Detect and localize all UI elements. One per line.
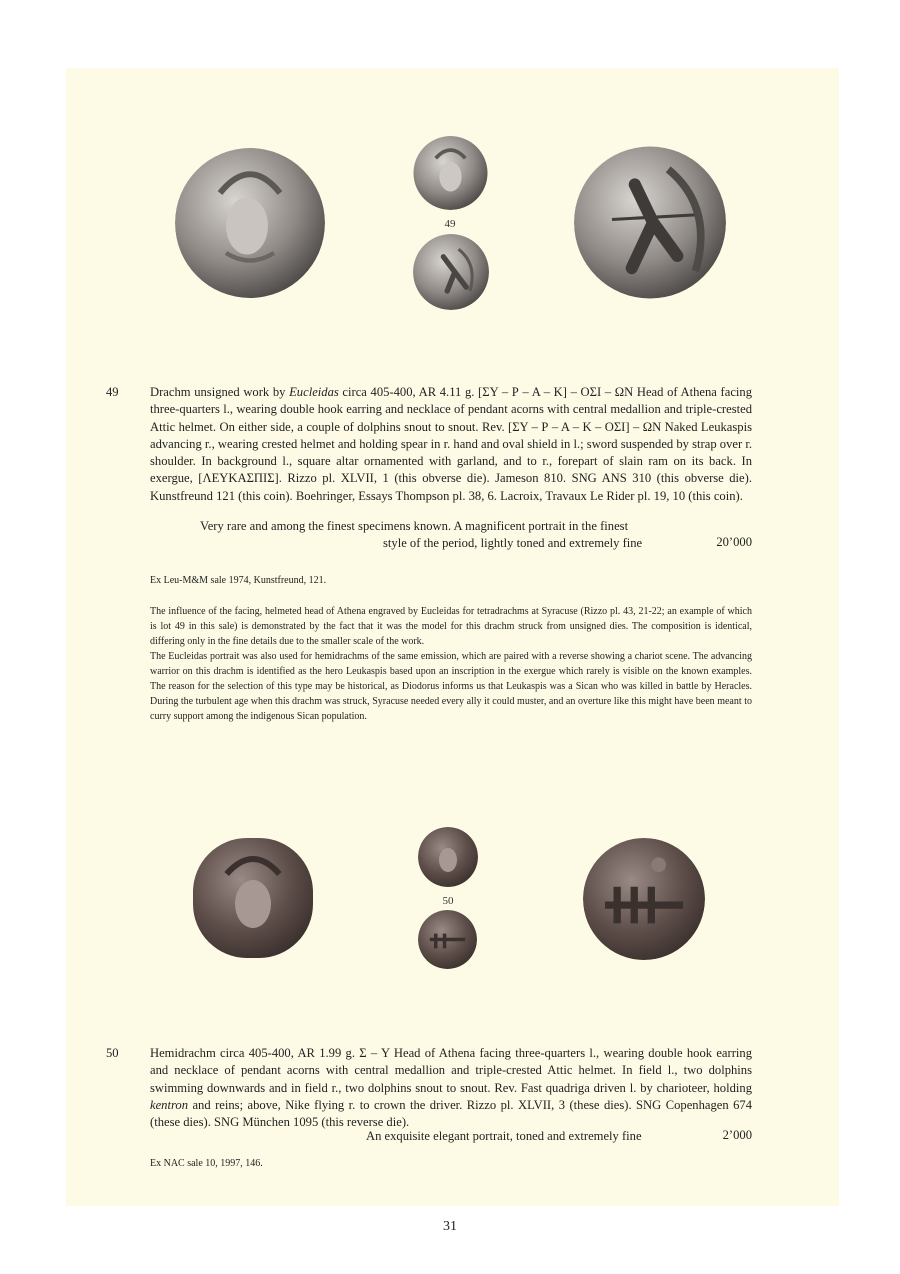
page-number: 31: [443, 1219, 457, 1234]
lot50-estimate: 2’000: [722, 1128, 752, 1142]
lot49-note: [150, 604, 752, 724]
lot50-reverse-enlarged-photo: [583, 838, 705, 960]
lot49-reverse-actual-photo: [413, 234, 489, 310]
lot50-kentron: kentron: [150, 1097, 189, 1112]
lot50-description-pre: Hemidrachm circa 405-400, AR 1.99 g. Σ – Υ Head of Athena facing three-quarters l., wearing double hook earring and necklace of pendant acorns with central medallion and triple-crested Attic helmet. In field l., two dolphins swimming downwards and in field r., two dolphins snout to snout. Rev. Fast quadriga driven l. by charioteer, holding: [150, 1046, 752, 1095]
lot50-provenance: Ex NAC sale 10, 1997, 146.: [150, 1158, 263, 1169]
lot50-obverse-enlarged-photo: [193, 838, 313, 958]
lot50-reverse-actual-photo: [418, 910, 477, 969]
lot49-obverse-enlarged-photo: [175, 147, 325, 299]
lot49-estimate: 20’000: [716, 535, 752, 549]
lot50-description-post: and reins; above, Nike flying r. to crown the driver. Rizzo pl. XLVII, 3 (these dies). SNG Copenhagen 674 (these dies). SNG München 1095 (this reverse die).: [150, 1097, 752, 1130]
lot50-obverse-actual-photo: [418, 827, 478, 887]
lot49-note-text: The influence of the facing, helmeted head of Athena engraved by Eucleidas for tetradrachms at Syracuse (Rizzo pl. 43, 21-22; an example of which is lot 49 in this sale) is demonstrated by the fact that it was the model for this drachm struck from unsigned dies. The composition is identical, differing only in the fine details due to the smaller scale of the work. The Eucleidas portrait was also used for hemidrachms of the same emission, which are paired with a reverse showing a chariot scene. The advancing warrior on this drachm is identified as the hero Leukaspis based upon an inscription in the exergue which rarely is visible on the known examples. The reason for the selection of this type may be historical, as Diodorus informs us that Leukaspis was a Sican who was killed in battle by Heracles. During the turbulent age when this drachm was struck, Syracuse needed every ally it could muster, and an overture like this might have been meant to curry support among the indigenous Sican population.: [150, 606, 752, 722]
lot50-grade: An exquisite elegant portrait, toned and extremely fine: [366, 1129, 642, 1143]
lot49-number: 49: [106, 385, 119, 399]
lot50-number: 50: [106, 1046, 119, 1060]
lot49-grade-line2: style of the period, lightly toned and extremely fine: [383, 536, 643, 550]
lot50-photo-label: 50: [442, 895, 454, 907]
lot49-obverse-actual-photo: [413, 136, 488, 210]
lot49-provenance: Ex Leu-M&M sale 1974, Kunstfreund, 121.: [150, 575, 327, 586]
lot49-title-pre: Drachm unsigned work by: [150, 385, 290, 399]
lot49-photo-label: 49: [444, 218, 456, 230]
lot49-description-rest: circa 405-400, AR 4.11 g. [ΣΥ – Ρ – Α – Κ] – ΟΣΙ – ΩΝ Head of Athena facing three-quarters l., wearing double hook earring and necklace of pendant acorns with central medallion and triple-crested Attic helmet. On either side, a couple of dolphins snout to snout. Rev. [ΣΥ – Ρ – Α – Κ – ΟΣΙ] – ΩΝ Naked Leukaspis advancing r., wearing crested helmet and holding spear in r. hand and oval shield in l.; sword suspended by strap over r. shoulder. In background l., square altar ornamented with garland, and to r., forepart of slain ram on its back. In exergue, [ΛΕΥΚΑΣΠΙΣ]. Rizzo pl. XLVII, 1 (this obverse die). Jameson 810. SNG ANS 310 (this obverse die). Kunstfreund 121 (this coin). Boehringer, Essays Thompson pl. 38, 6. Lacroix, Travaux Le Rider pl. 19, 10 (this coin).: [150, 385, 753, 503]
lot49-description: [150, 384, 752, 505]
lot50-description: [150, 1045, 752, 1131]
lot49-reverse-enlarged-photo: [574, 145, 726, 300]
lot49-grade-line1: Very rare and among the finest specimens known. A magnificent portrait in the finest: [200, 519, 629, 533]
lot49-entry: [106, 384, 752, 505]
lot49-engraver: Eucleidas: [289, 385, 339, 399]
lot50-entry: [106, 1045, 752, 1131]
